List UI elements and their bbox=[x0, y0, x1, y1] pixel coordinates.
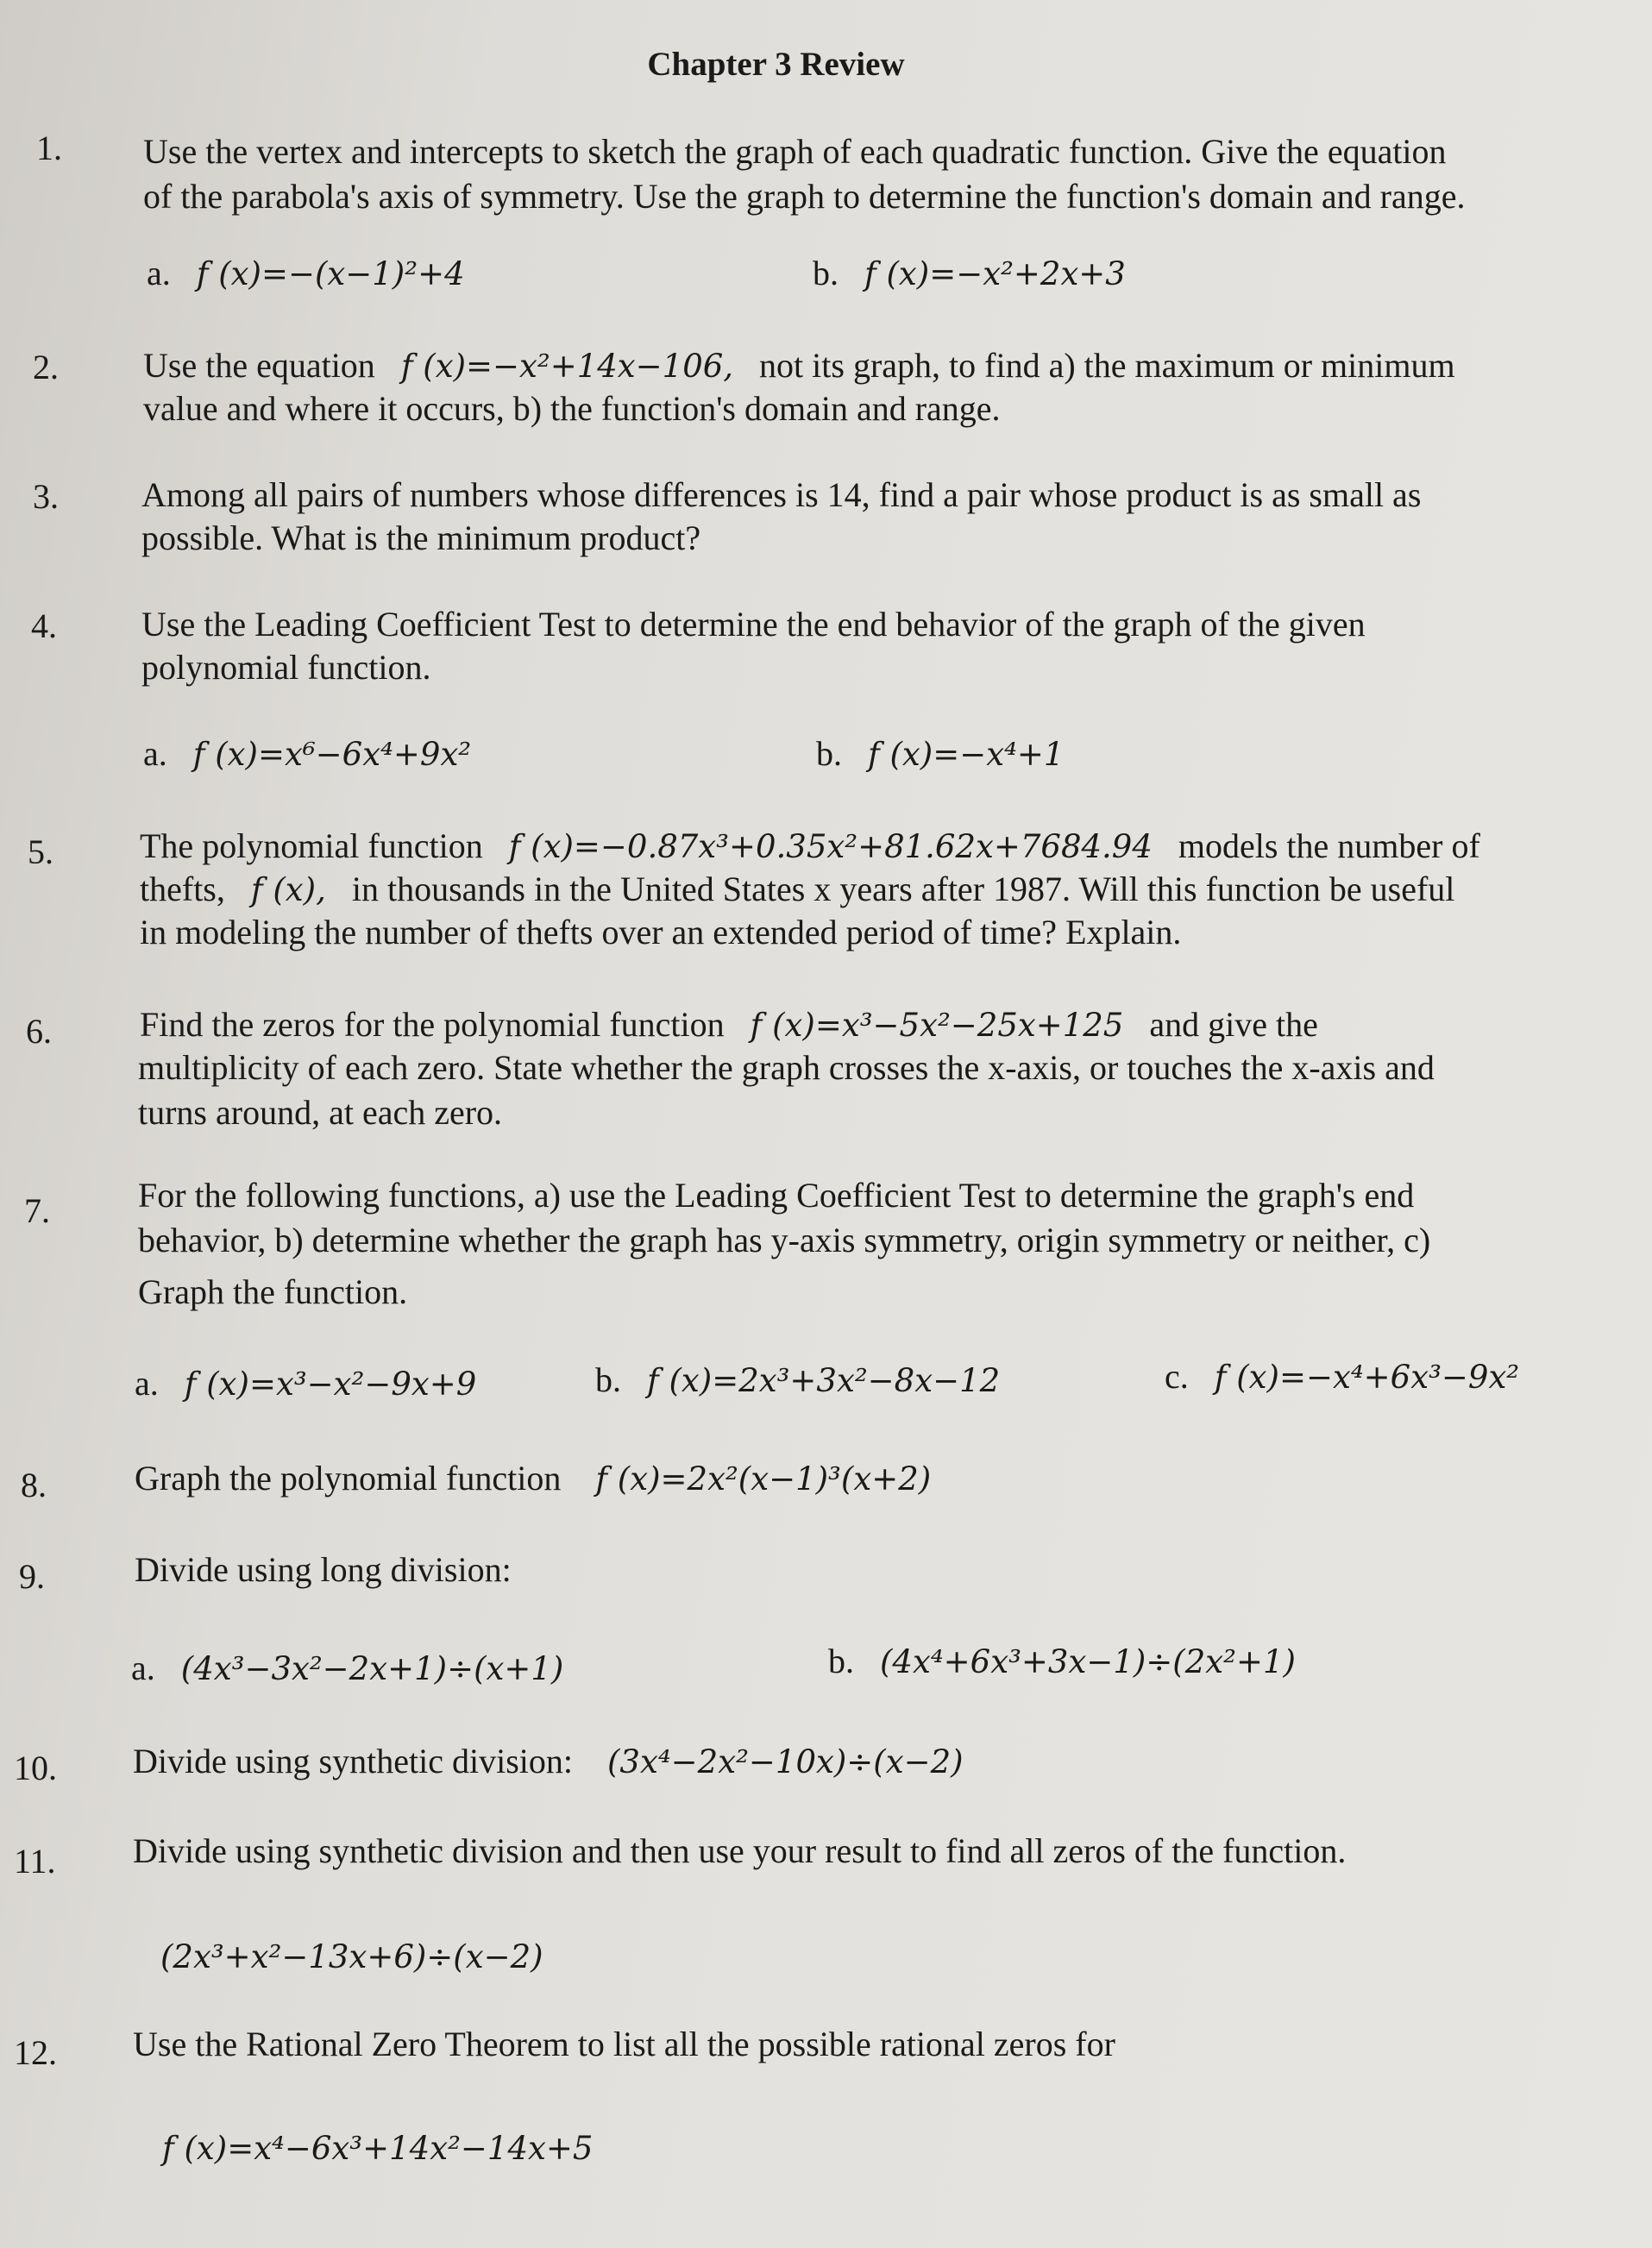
problem-6-line-1 bbox=[140, 1002, 1318, 1048]
formula-5: f (x)=−0.87x³+0.35x²+81.62x+7684.94 bbox=[508, 828, 1153, 865]
problem-1-number: 1. bbox=[36, 129, 62, 167]
problem-9a-label: a. bbox=[131, 1648, 155, 1687]
formula-5-fx: f (x), bbox=[250, 871, 326, 908]
problem-6-text-pre: Find the zeros for the polynomial function bbox=[140, 1005, 725, 1044]
problem-12-number: 12. bbox=[14, 2033, 57, 2072]
problem-8-number: 8. bbox=[21, 1466, 47, 1504]
problem-6-line-2: multiplicity of each zero. State whether the graph crosses the x-axis, or touches the x-axis and bbox=[138, 1048, 1435, 1087]
problem-2-number: 2. bbox=[33, 348, 59, 386]
problem-1-line-2: of the parabola's axis of symmetry. Use the graph to determine the function's domain and range. bbox=[143, 177, 1466, 216]
problem-5-text-rest: in thousands in the United States x years after 1987. Will this function be useful bbox=[351, 870, 1455, 908]
problem-9a bbox=[131, 1648, 563, 1688]
formula-7b: f (x)=2x³+3x²−8x−12 bbox=[647, 1362, 1001, 1399]
problem-6-number: 6. bbox=[26, 1012, 52, 1051]
problem-7-number: 7. bbox=[24, 1191, 50, 1230]
problem-9-number: 9. bbox=[19, 1557, 45, 1596]
problem-7b-label: b. bbox=[595, 1360, 621, 1399]
problem-4-number: 4. bbox=[31, 606, 57, 645]
problem-1b-label: b. bbox=[813, 254, 839, 292]
problem-7c bbox=[1165, 1356, 1519, 1397]
problem-11-line: Divide using synthetic division and then use your result to find all zeros of the function. bbox=[133, 1831, 1347, 1870]
problem-7b bbox=[595, 1359, 1000, 1400]
problem-10-line bbox=[133, 1739, 964, 1785]
problem-8-line bbox=[135, 1456, 931, 1502]
formula-10: (3x⁴−2x²−10x)÷(x−2) bbox=[606, 1743, 964, 1780]
problem-3-line-1: Among all pairs of numbers whose differences is 14, find a pair whose product is as small as bbox=[141, 475, 1422, 514]
problem-12-formula-row bbox=[162, 2127, 593, 2168]
problem-7a-label: a. bbox=[135, 1364, 159, 1403]
problem-5-line-3: in modeling the number of thefts over an extended period of time? Explain. bbox=[140, 913, 1182, 951]
formula-7c: f (x)=−x⁴+6x³−9x² bbox=[1214, 1359, 1520, 1396]
problem-2-line-2: value and where it occurs, b) the function's domain and range. bbox=[143, 389, 1001, 428]
problem-4b bbox=[816, 733, 1064, 774]
problem-1-line-1: Use the vertex and intercepts to sketch the graph of each quadratic function. Give the equation bbox=[143, 132, 1447, 171]
problem-1b bbox=[813, 253, 1126, 293]
problem-2-line-1 bbox=[143, 343, 1455, 389]
problem-4b-label: b. bbox=[816, 734, 842, 773]
problem-3-number: 3. bbox=[33, 477, 59, 516]
problem-8-text: Graph the polynomial function bbox=[135, 1459, 562, 1498]
problem-4a bbox=[143, 733, 471, 774]
formula-12: f (x)=x⁴−6x³+14x²−14x+5 bbox=[162, 2130, 594, 2167]
problem-11-formula-row bbox=[160, 1936, 543, 1976]
formula-4b: f (x)=−x⁴+1 bbox=[868, 736, 1065, 773]
problem-4-line-2: polynomial function. bbox=[141, 648, 431, 687]
formula-1a: f (x)=−(x−1)²+4 bbox=[196, 255, 465, 292]
formula-11: (2x³+x²−13x+6)÷(x−2) bbox=[160, 1938, 543, 1975]
problem-5-number: 5. bbox=[28, 832, 53, 871]
problem-3-line-2: possible. What is the minimum product? bbox=[141, 518, 701, 557]
formula-7a: f (x)=x³−x²−9x+9 bbox=[184, 1366, 477, 1403]
problem-5-text-pre: The polynomial function bbox=[140, 826, 483, 865]
formula-6: f (x)=x³−5x²−25x+125 bbox=[750, 1007, 1124, 1044]
problem-5-line-1 bbox=[140, 824, 1480, 870]
problem-1a bbox=[147, 253, 465, 293]
problem-5-line-2 bbox=[140, 867, 1454, 913]
problem-10-number: 10. bbox=[14, 1749, 57, 1787]
problem-4-line-1: Use the Leading Coefficient Test to determine the end behavior of the graph of the given bbox=[141, 605, 1366, 644]
problem-12-line: Use the Rational Zero Theorem to list all the possible rational zeros for bbox=[133, 2025, 1115, 2063]
formula-2: f (x)=−x²+14x−106, bbox=[400, 348, 734, 385]
formula-1b: f (x)=−x²+2x+3 bbox=[864, 255, 1126, 292]
problem-1a-label: a. bbox=[147, 254, 171, 292]
problem-7a bbox=[135, 1363, 476, 1403]
problem-10-text: Divide using synthetic division: bbox=[133, 1742, 573, 1780]
problem-4a-label: a. bbox=[143, 734, 167, 773]
formula-4a: f (x)=x⁶−6x⁴+9x² bbox=[192, 736, 472, 773]
problem-6-text-post: and give the bbox=[1149, 1005, 1318, 1044]
problem-7c-label: c. bbox=[1165, 1357, 1189, 1396]
problem-5-text-post: models the number of bbox=[1178, 826, 1480, 865]
problem-9b bbox=[828, 1641, 1296, 1681]
problem-7-line-3: Graph the function. bbox=[138, 1272, 408, 1311]
problem-5-text-thefts: thefts, bbox=[140, 870, 225, 908]
page-title: Chapter 3 Review bbox=[647, 46, 905, 83]
problem-11-number: 11. bbox=[14, 1842, 56, 1881]
problem-9b-label: b. bbox=[828, 1642, 854, 1680]
problem-9-line: Divide using long division: bbox=[135, 1550, 512, 1589]
problem-6-line-3: turns around, at each zero. bbox=[138, 1093, 503, 1132]
problem-2-text-post: not its graph, to find a) the maximum or minimum bbox=[759, 346, 1455, 385]
formula-8: f (x)=2x²(x−1)³(x+2) bbox=[595, 1460, 932, 1498]
formula-9a: (4x³−3x²−2x+1)÷(x+1) bbox=[180, 1650, 564, 1687]
formula-9b: (4x⁴+6x³+3x−1)÷(2x²+1) bbox=[880, 1643, 1296, 1680]
problem-2-text-pre: Use the equation bbox=[143, 346, 375, 385]
problem-7-line-2: behavior, b) determine whether the graph has y-axis symmetry, origin symmetry or neither, c) bbox=[138, 1221, 1431, 1259]
problem-7-line-1: For the following functions, a) use the Leading Coefficient Test to determine the graph's end bbox=[138, 1176, 1415, 1215]
